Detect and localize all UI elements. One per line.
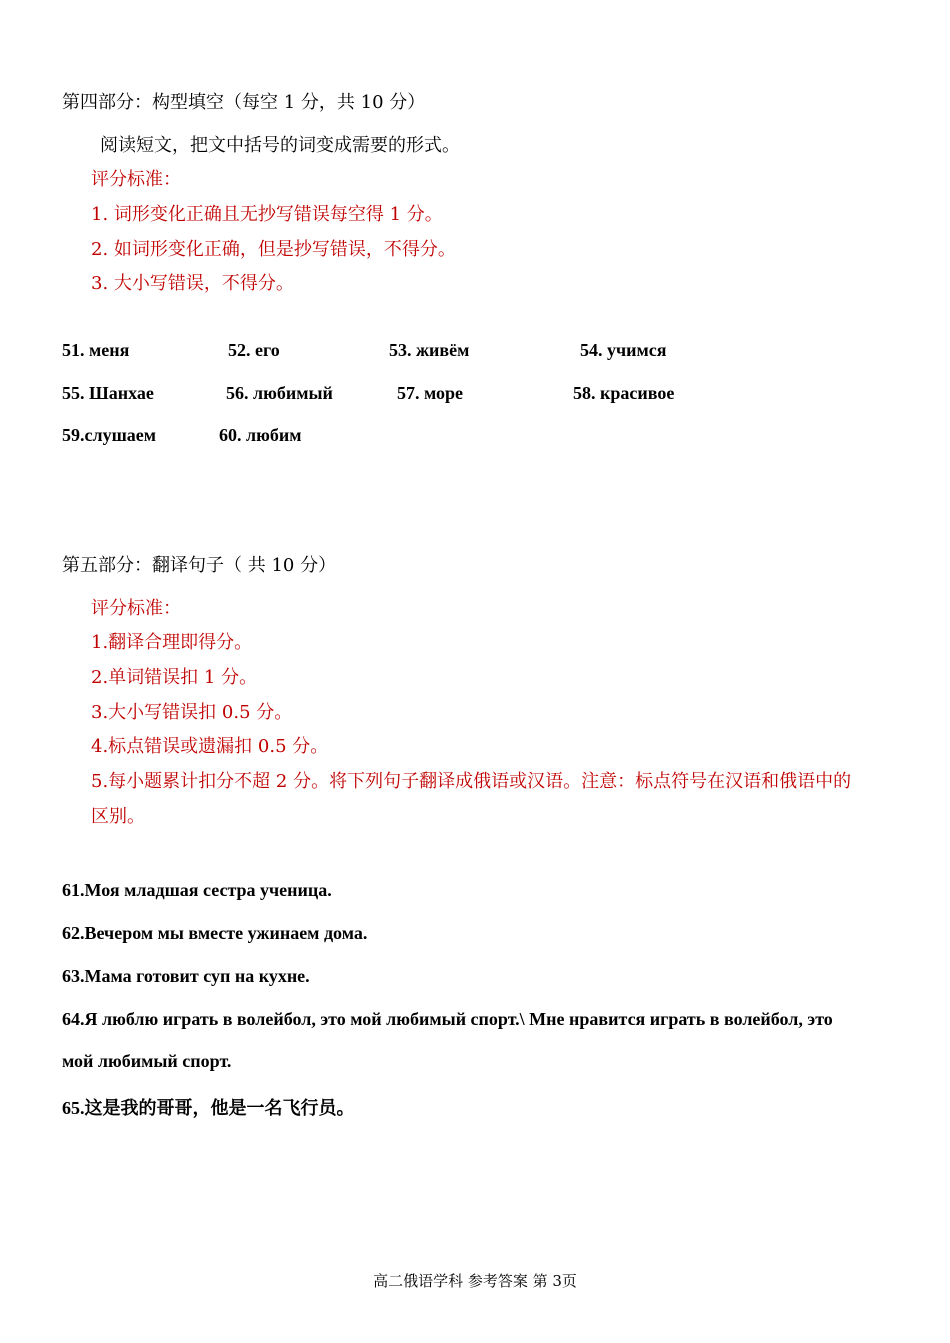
answer-58: 58. красивое	[573, 383, 675, 403]
answer-64: 64.Я люблю играть в волейбол, это мой любимый спорт.\ Мне нравится играть в волейбол, это	[62, 1009, 833, 1029]
part4-instruction: 阅读短文，把文中括号的词变成需要的形式。	[100, 135, 460, 156]
answer-54: 54. учимся	[580, 340, 667, 360]
part4-criterion-2: 2. 如词形变化正确，但是抄写错误，不得分。	[91, 239, 456, 260]
part5-criterion-3: 3.大小写错误扣 0.5 分。	[91, 702, 293, 723]
part4-title: 第四部分：构型填空（每空 1 分，共 10 分）	[62, 92, 426, 113]
part4-criterion-1: 1. 词形变化正确且无抄写错误每空得 1 分。	[91, 204, 443, 225]
answer-55: 55. Шанхае	[62, 383, 154, 403]
answer-60: 60. любим	[219, 425, 302, 445]
part5-criterion-4: 4.标点错误或遗漏扣 0.5 分。	[91, 736, 329, 757]
answer-59: 59.слушаем	[62, 425, 157, 445]
answer-51: 51. меня	[62, 340, 130, 360]
part5-criteria-title: 评分标准：	[91, 598, 181, 619]
answer-56: 56. любимый	[226, 383, 333, 403]
part5-criterion-5-cont: 区别。	[91, 806, 145, 827]
page-footer: 高二俄语学科 参考答案 第 3页	[373, 1272, 577, 1290]
answer-63: 63.Мама готовит суп на кухне.	[62, 966, 310, 986]
part5-title: 第五部分：翻译句子（ 共 10 分）	[62, 555, 337, 576]
part4-criterion-3: 3. 大小写错误，不得分。	[91, 273, 294, 294]
part4-criteria-title: 评分标准：	[91, 169, 181, 190]
part5-criterion-5: 5.每小题累计扣分不超 2 分。将下列句子翻译成俄语或汉语。注意：标点符号在汉语和俄语中的	[91, 771, 852, 792]
answer-65: 65.这是我的哥哥，他是一名飞行员。	[62, 1098, 355, 1118]
answer-64-cont: мой любимый спорт.	[62, 1051, 232, 1071]
part5-criterion-1: 1.翻译合理即得分。	[91, 632, 253, 653]
answer-57: 57. море	[397, 383, 464, 403]
answer-61: 61.Моя младшая сестра ученица.	[62, 880, 332, 900]
part5-criterion-2: 2.单词错误扣 1 分。	[91, 667, 258, 688]
answer-62: 62.Вечером мы вместе ужинаем дома.	[62, 923, 368, 943]
answer-53: 53. живём	[389, 340, 470, 360]
answer-52: 52. его	[228, 340, 280, 360]
